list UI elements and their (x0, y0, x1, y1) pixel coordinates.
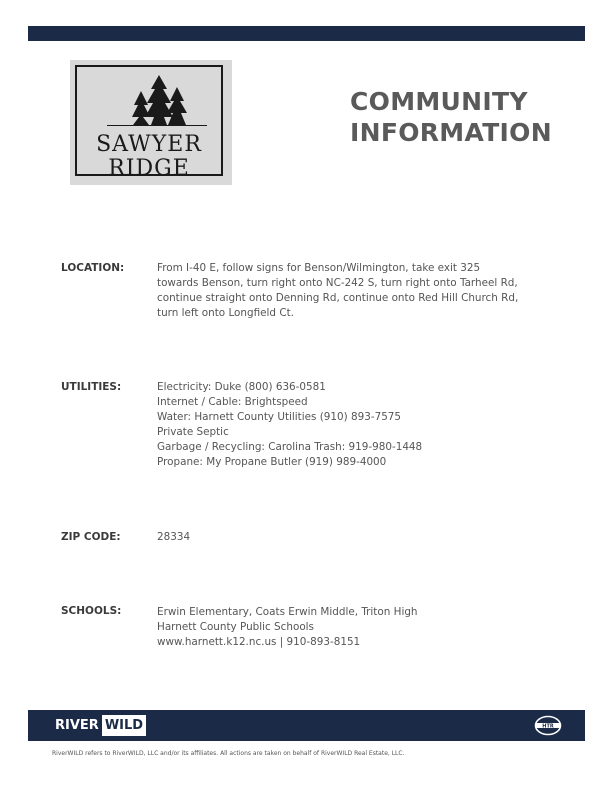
location-line: turn left onto Longfield Ct. (157, 307, 294, 319)
location-line: continue straight onto Denning Rd, continue onto Red Hill Church Rd, (157, 292, 519, 304)
location-line: From I-40 E, follow signs for Benson/Wilmington, take exit 325 (157, 262, 481, 274)
footer-banner-bar (28, 710, 585, 741)
riverwild-logo-wild: WILD (102, 715, 146, 736)
logo-text-sawyer: SAWYER (96, 132, 202, 157)
utilities-line: Private Septic (157, 426, 229, 438)
logo-divider (107, 125, 207, 126)
zip-code-value: 28334 (157, 531, 191, 543)
zip-code-text (157, 530, 557, 545)
schools-line: Erwin Elementary, Coats Erwin Middle, Triton High (157, 606, 418, 618)
schools-line: www.harnett.k12.nc.us | 910-893-8151 (157, 636, 361, 648)
htr-logo-icon (534, 715, 562, 736)
top-banner-bar (28, 26, 585, 41)
riverwild-logo (55, 715, 146, 736)
location-label: LOCATION: (61, 262, 125, 274)
page-title (350, 86, 552, 148)
riverwild-logo-river: RIVER (55, 718, 99, 733)
utilities-label: UTILITIES: (61, 381, 122, 393)
schools-line: Harnett County Public Schools (157, 621, 314, 633)
svg-text:HTR: HTR (542, 723, 554, 730)
location-text (157, 261, 557, 321)
utilities-line: Propane: My Propane Butler (919) 989-4000 (157, 456, 387, 468)
pine-trees-icon (129, 73, 189, 127)
utilities-line: Garbage / Recycling: Carolina Trash: 919-980-1448 (157, 441, 423, 453)
schools-text (157, 605, 557, 650)
location-line: towards Benson, turn right onto NC-242 S, turn right onto Tarheel Rd, (157, 277, 518, 289)
page-title-line2: INFORMATION (350, 118, 552, 147)
page-title-line1: COMMUNITY (350, 87, 528, 116)
logo-text-ridge: RIDGE (108, 156, 190, 181)
sawyer-ridge-logo (70, 60, 232, 185)
schools-label: SCHOOLS: (61, 605, 122, 617)
logo-frame (75, 65, 223, 181)
utilities-line: Internet / Cable: Brightspeed (157, 396, 308, 408)
footer-disclaimer: RiverWILD refers to RiverWILD, LLC and/or its affiliates. All actions are taken on behalf of RiverWILD Real Estate, LLC. (52, 750, 405, 757)
utilities-line: Electricity: Duke (800) 636-0581 (157, 381, 326, 393)
utilities-line: Water: Harnett County Utilities (910) 893-7575 (157, 411, 402, 423)
utilities-text (157, 380, 557, 470)
zip-code-label: ZIP CODE: (61, 531, 121, 543)
